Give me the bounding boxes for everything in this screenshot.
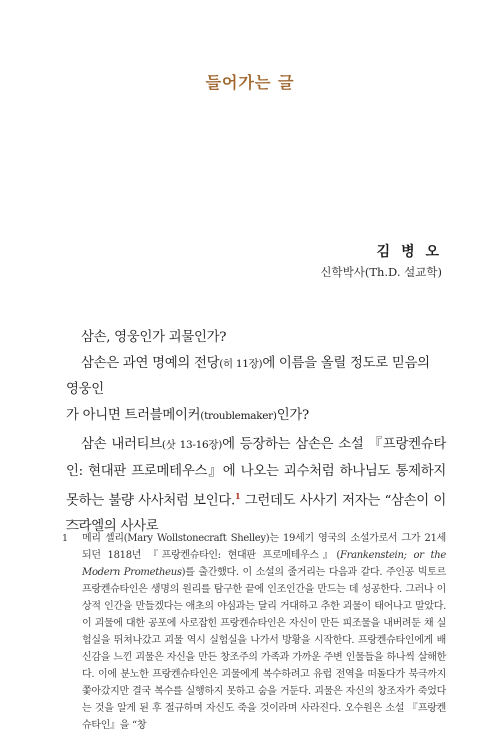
text-span: 인가? xyxy=(276,407,309,423)
question-line: 삼손, 영웅인가 괴물인가? xyxy=(81,330,227,345)
text-span: 삼손은 과연 명예의 전당 xyxy=(81,355,220,371)
scripture-reference: (삿 13-16장) xyxy=(161,439,223,451)
body-paragraph xyxy=(66,325,446,351)
english-term: (troublemaker) xyxy=(200,409,277,422)
author-degree: 신학박사(Th.D. 설교학) xyxy=(320,265,442,279)
text-span: 에 등장하는 삼손은 소설 『프랑켄슈타인: 현대판 프로메테우스』에 나오는 괴수처럼 하나님도 통제하지 못하는 불량 사사처럼 보인다. xyxy=(66,437,446,509)
text-span: 에 이름을 올릴 정도로 믿음의 영웅인 xyxy=(66,355,430,397)
text-span: 가 아니면 트러블메이커 xyxy=(66,407,201,423)
body-paragraph xyxy=(66,432,446,539)
scripture-reference: (히 11장) xyxy=(219,357,263,370)
chapter-title: 들어가는 글 xyxy=(205,73,295,92)
body-paragraph xyxy=(66,351,446,403)
text-span: 메리 셸리(Mary Wollstonecraft Shelley)는 19세기 영국의 소설가로서 그가 21세 되던 1818년 『프랑켄슈타인: 현대판 프로메테우스』( xyxy=(82,533,446,561)
text-span: 그런데도 사사기 저자는 “삼손이 이스라엘의 사사로 xyxy=(66,493,446,534)
footnote-divider xyxy=(66,520,88,521)
author-name: 김 병 오 xyxy=(376,244,442,260)
body-paragraph-continued xyxy=(66,403,446,430)
footnote-text xyxy=(82,530,446,734)
footnote-marker[interactable]: 1 xyxy=(234,491,241,501)
book-title-italic: Frankenstein; or the Modern Prometheus xyxy=(82,550,446,578)
text-span: )를 출간했다. 이 소설의 줄거리는 다음과 같다. 주인공 빅토르 프랑켄슈타인은 생명의 원리를 탐구한 끝에 인조인간을 만드는 데 성공한다. 그러나 이상적 인간을 만들겠다는 애초의 야심과는 달리 거대하고 추한 괴물이 태어나고 말았다. 이 괴물에 대한 공포에 사로잡힌 프랑켄슈타인은 자신이 만든 피조물을 내버려둔 채 실험실을 뛰쳐나갔고 괴물 역시 실험실을 나가서 방황을 시작한다. 프랑켄슈타인에게 배신감을 느낀 괴물은 자신을 만든 창조주의 가족과 가까운 주변 인물들을 하나씩 살해한다. 이에 분노한 프랑켄슈타인은 괴물에게 복수하려고 유럽 전역을 떠돌다가 북극까지 쫓아갔지만 결국 복수를 실행하지 못하고 숨을 거둔다. 괴물은 자신의 창조자가 죽었다는 것을 알게 된 후 절규하며 자신도 죽을 것이라며 사라진다. 오수원은 소설 『프랑켄슈타인』을 “창 xyxy=(82,567,446,731)
text-span: 삼손 내러티브 xyxy=(81,437,162,452)
intro-questions xyxy=(66,325,446,429)
footnote-number: 1 xyxy=(62,533,68,544)
samson-narrative-paragraph xyxy=(66,432,446,539)
footnote xyxy=(62,530,446,734)
